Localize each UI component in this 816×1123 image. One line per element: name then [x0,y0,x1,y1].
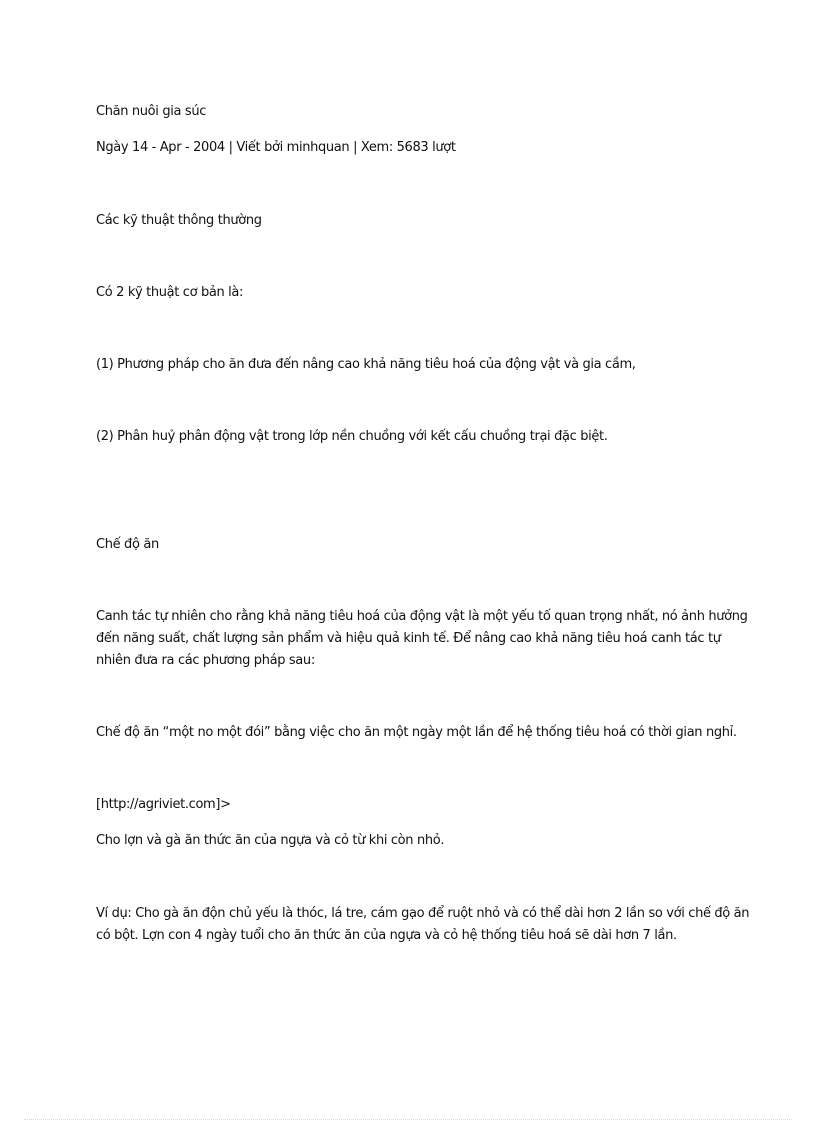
page-bottom-divider [24,1119,792,1120]
example-paragraph [96,903,750,947]
diet-paragraph-line: đến năng suất, chất lượng sản phẩm và hiệu quả kinh tế. Để nâng cao khả năng tiêu hoá canh tác tự [96,631,721,646]
section-heading-common-techniques: Các kỹ thuật thông thường [96,213,262,228]
diet-paragraph-line: Canh tác tự nhiên cho rằng khả năng tiêu hoá của động vật là một yếu tố quan trọng nhất, nó ảnh hưởng [96,609,748,624]
techniques-intro: Có 2 kỹ thuật cơ bản là: [96,285,244,300]
feeding-note: Cho lợn và gà ăn thức ăn của ngựa và cỏ từ khi còn nhỏ. [96,833,445,848]
document-title: Chăn nuôi gia súc [96,104,207,119]
diet-paragraph [96,606,748,672]
diet-paragraph-line: nhiên đưa ra các phương pháp sau: [96,653,315,668]
section-heading-diet: Chế độ ăn [96,537,159,552]
technique-item-2: (2) Phân huỷ phân động vật trong lớp nền chuồng với kết cấu chuồng trại đặc biệt. [96,429,608,444]
example-paragraph-line: có bột. Lợn con 4 ngày tuổi cho ăn thức ăn của ngựa và cỏ hệ thống tiêu hoá sẽ dài hơn 7 lần. [96,928,677,943]
article-meta: Ngày 14 - Apr - 2004 | Viết bởi minhquan | Xem: 5683 lượt [96,140,456,155]
technique-item-1: (1) Phương pháp cho ăn đưa đến nâng cao khả năng tiêu hoá của động vật và gia cầm, [96,357,636,372]
source-link[interactable]: [http://agriviet.com]> [96,797,231,812]
example-paragraph-line: Ví dụ: Cho gà ăn độn chủ yếu là thóc, lá tre, cám gạo để ruột nhỏ và có thể dài hơn 2 lần so với chế độ ăn [96,906,750,921]
diet-method: Chế độ ăn “một no một đói” bằng việc cho ăn một ngày một lần để hệ thống tiêu hoá có thời gian nghỉ. [96,725,737,740]
